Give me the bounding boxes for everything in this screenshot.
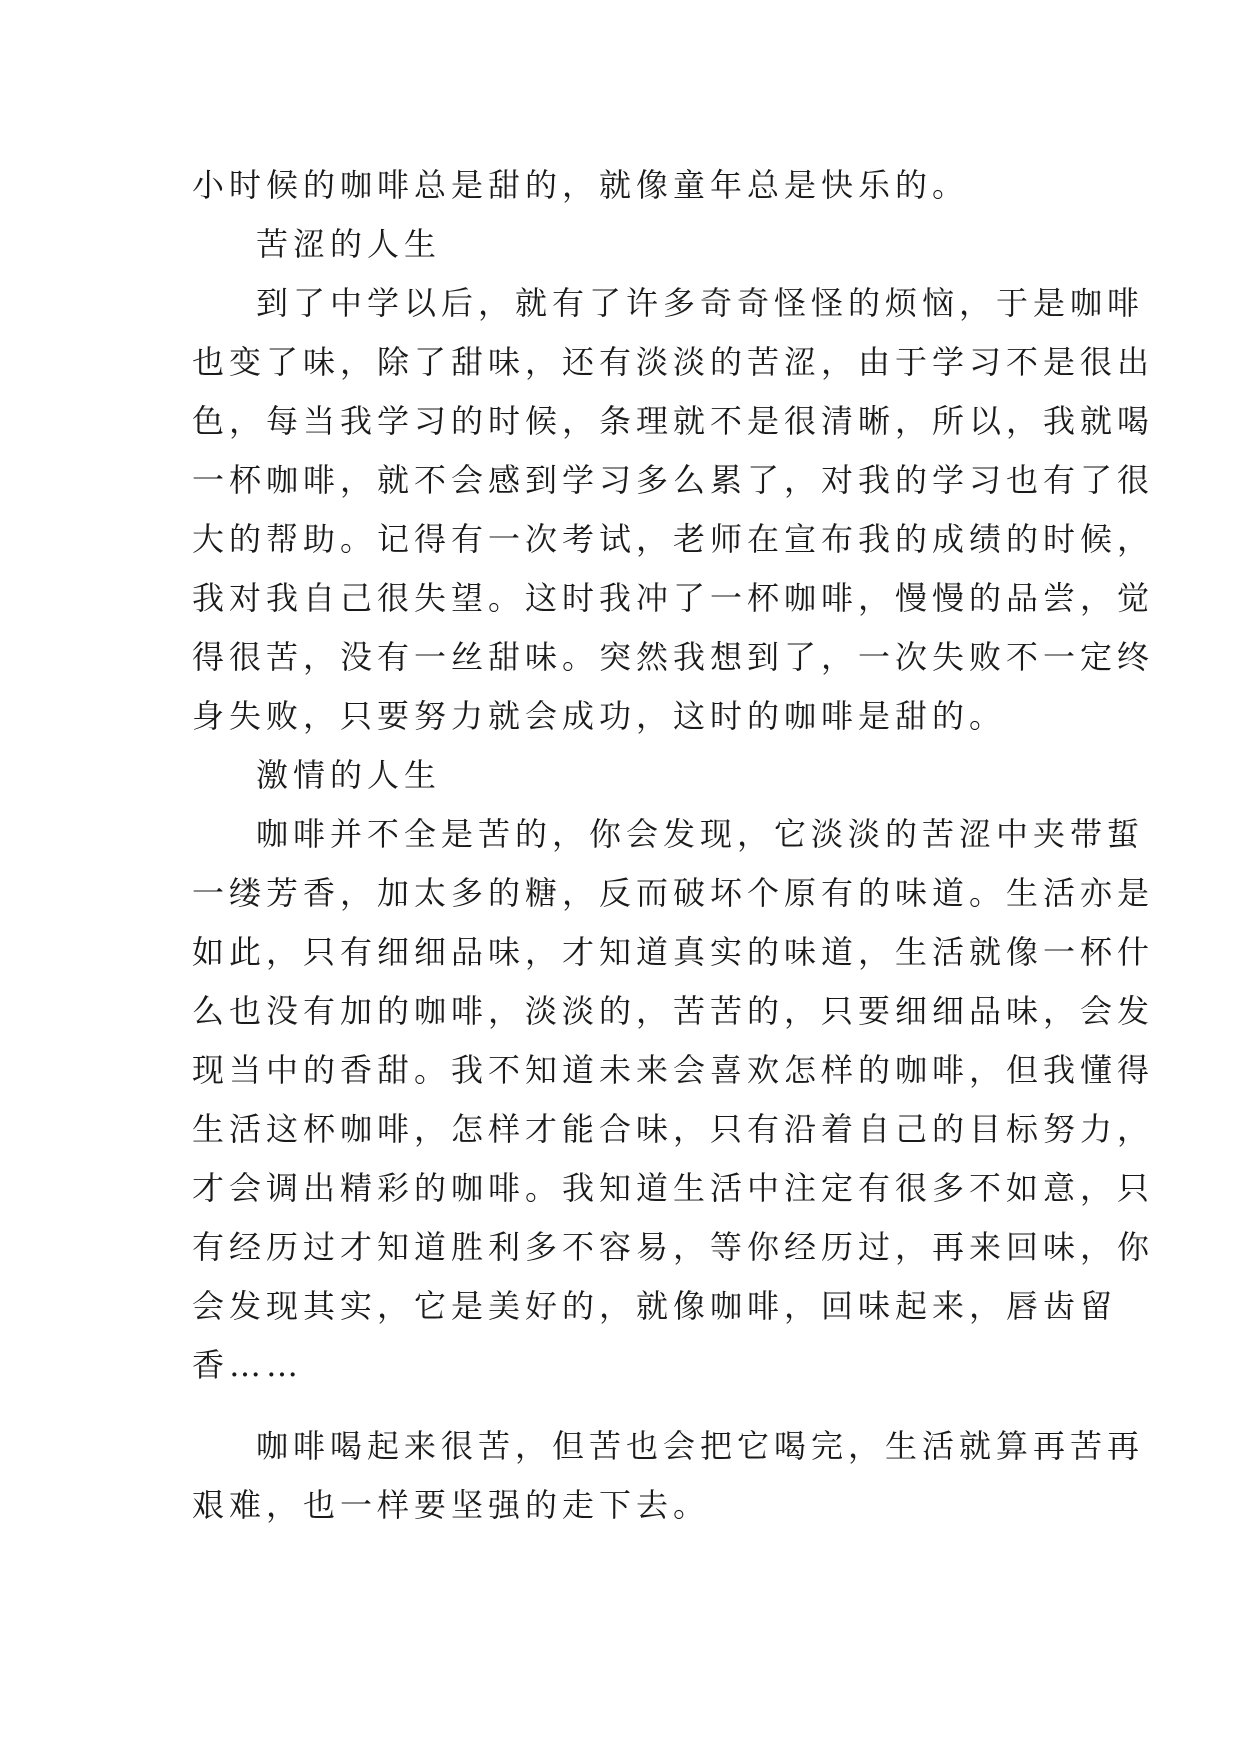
paragraph-line: 也变了味，除了甜味，还有淡淡的苦涩，由于学习不是很出	[192, 343, 1155, 381]
paragraph-line: 一杯咖啡，就不会感到学习多么累了，对我的学习也有了很	[192, 461, 1155, 499]
paragraph-line: 生活这杯咖啡，怎样才能合味，只有沿着自己的目标努力，	[192, 1110, 1155, 1148]
paragraph-line: 如此，只有细细品味，才知道真实的味道，生活就像一杯什	[192, 933, 1155, 971]
paragraph-line: 才会调出精彩的咖啡。我知道生活中注定有很多不如意，只	[192, 1169, 1155, 1207]
paragraph-line: 咖啡并不全是苦的，你会发现，它淡淡的苦涩中夹带蜇	[256, 815, 1145, 853]
paragraph-line: 一缕芳香，加太多的糖，反而破坏个原有的味道。生活亦是	[192, 874, 1155, 912]
paragraph-line: 现当中的香甜。我不知道未来会喜欢怎样的咖啡，但我懂得	[192, 1051, 1155, 1089]
paragraph-line: 身失败，只要努力就会成功，这时的咖啡是甜的。	[192, 697, 1007, 735]
paragraph-spacer	[192, 1395, 1054, 1417]
paragraph-line: 咖啡喝起来很苦，但苦也会把它喝完，生活就算再苦再	[256, 1427, 1145, 1465]
paragraph-line: 小时候的咖啡总是甜的，就像童年总是快乐的。	[192, 166, 970, 204]
paragraph-line: 艰难，也一样要坚强的走下去。	[192, 1486, 711, 1524]
paragraph-line: 有经历过才知道胜利多不容易，等你经历过，再来回味，你	[192, 1228, 1155, 1266]
section-heading: 激情的人生	[256, 756, 442, 794]
paragraph-line: 么也没有加的咖啡，淡淡的，苦苦的，只要细细品味，会发	[192, 992, 1155, 1030]
section-heading: 苦涩的人生	[256, 225, 442, 263]
paragraph-line: 得很苦，没有一丝甜味。突然我想到了，一次失败不一定终	[192, 638, 1155, 676]
paragraph-line: 会发现其实，它是美好的，就像咖啡，回味起来，唇齿留	[192, 1287, 1118, 1325]
paragraph-line: 我对我自己很失望。这时我冲了一杯咖啡，慢慢的品尝，觉	[192, 579, 1155, 617]
paragraph-line: 到了中学以后，就有了许多奇奇怪怪的烦恼，于是咖啡	[256, 284, 1145, 322]
document-body	[192, 156, 1155, 1535]
paragraph-line: 香……	[192, 1346, 304, 1384]
paragraph-line: 色，每当我学习的时候，条理就不是很清晰，所以，我就喝	[192, 402, 1155, 440]
paragraph-line: 大的帮助。记得有一次考试，老师在宣布我的成绩的时候，	[192, 520, 1155, 558]
